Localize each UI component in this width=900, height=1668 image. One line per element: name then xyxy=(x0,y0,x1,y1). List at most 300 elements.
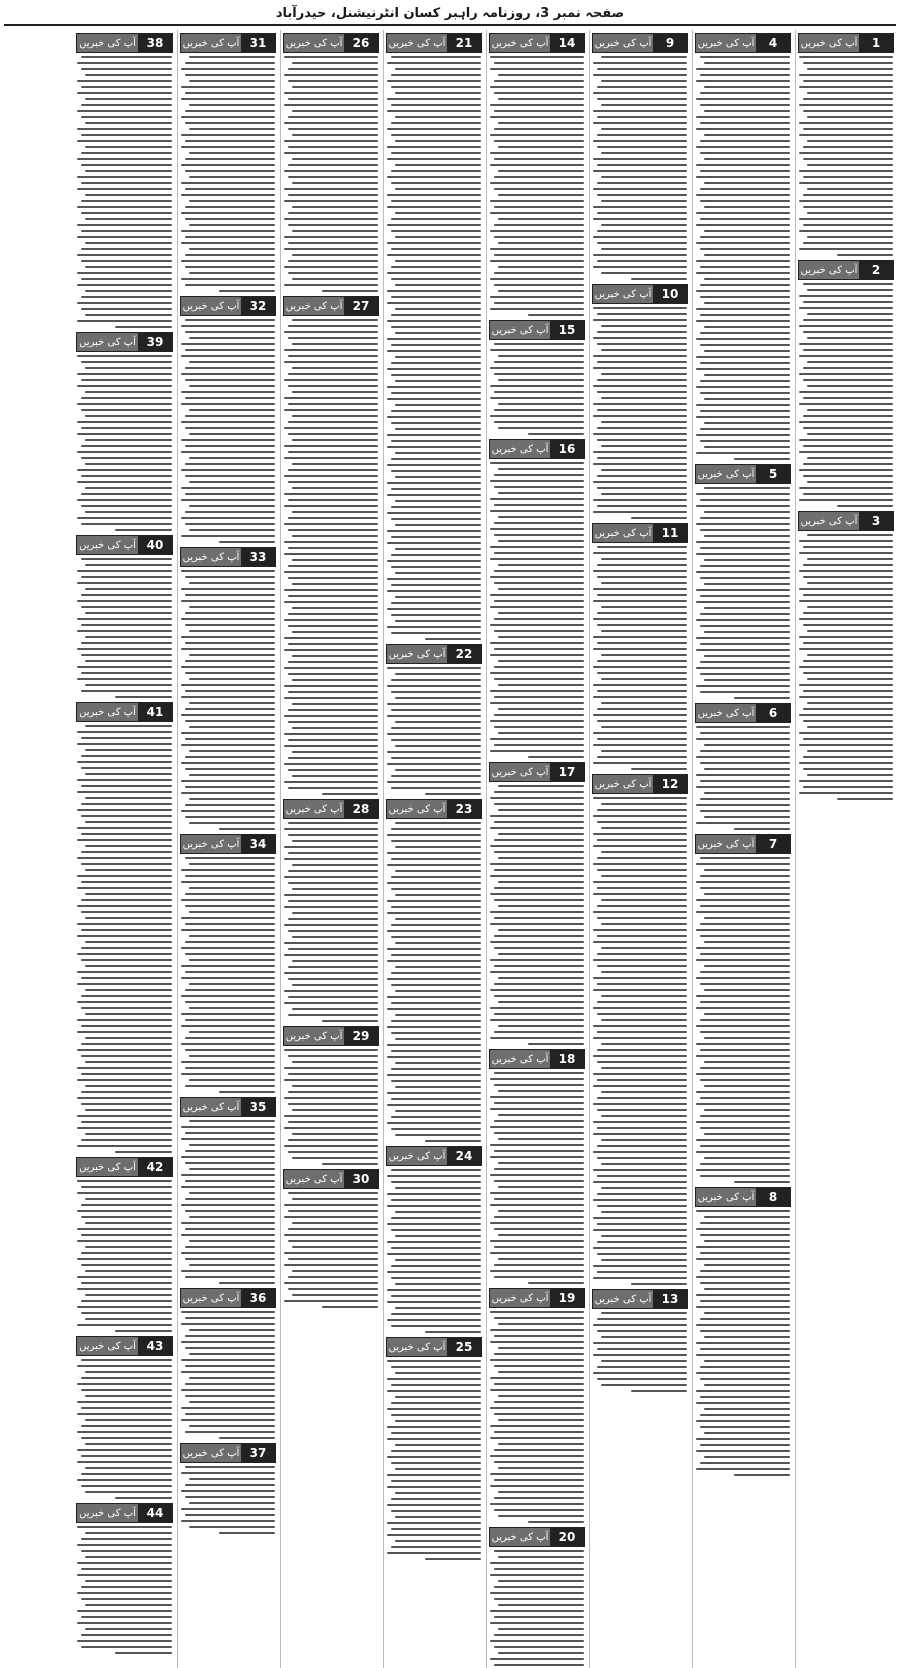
news-item-text xyxy=(695,1210,791,1476)
text-line xyxy=(494,1461,584,1463)
text-line xyxy=(696,164,790,166)
news-item-badge xyxy=(180,1288,276,1308)
text-line xyxy=(700,971,790,973)
text-line xyxy=(700,1097,790,1099)
news-item-number: 13 xyxy=(653,1290,687,1308)
text-line xyxy=(81,1216,172,1218)
text-line xyxy=(387,398,481,400)
news-item-badge xyxy=(180,1443,276,1463)
text-line xyxy=(696,1354,790,1356)
text-line xyxy=(803,283,893,285)
text-line xyxy=(395,745,481,747)
text-line xyxy=(704,893,790,895)
text-line xyxy=(288,224,378,226)
text-line xyxy=(803,128,893,130)
text-line xyxy=(601,200,687,202)
text-line xyxy=(597,1378,687,1380)
text-line xyxy=(425,1558,481,1560)
text-line xyxy=(601,325,687,327)
text-line xyxy=(387,852,481,854)
text-line xyxy=(803,176,893,178)
text-line xyxy=(181,1073,275,1075)
text-line xyxy=(81,1538,172,1540)
text-line xyxy=(292,487,378,489)
text-line xyxy=(284,942,378,944)
text-line xyxy=(391,248,481,250)
text-line xyxy=(700,750,790,752)
text-line xyxy=(494,1198,584,1200)
news-item-number: 26 xyxy=(344,34,378,52)
text-line xyxy=(185,122,275,124)
text-line xyxy=(284,152,378,154)
news-item-text xyxy=(180,857,276,1093)
text-line xyxy=(185,1413,275,1415)
text-line xyxy=(803,624,893,626)
text-line xyxy=(696,822,790,824)
text-line xyxy=(395,212,481,214)
text-line xyxy=(799,714,893,716)
text-line xyxy=(395,476,481,478)
news-item-label: آپ کی خبریں xyxy=(77,34,138,52)
text-line xyxy=(696,356,790,358)
text-line xyxy=(601,1115,687,1117)
text-line xyxy=(288,1240,378,1242)
text-line xyxy=(700,200,790,202)
text-line xyxy=(799,200,893,202)
text-line xyxy=(288,469,378,471)
text-line xyxy=(391,1402,481,1404)
text-line xyxy=(391,374,481,376)
text-line xyxy=(700,152,790,154)
text-line xyxy=(597,624,687,626)
news-item-text xyxy=(489,1311,585,1523)
text-line xyxy=(292,134,378,136)
text-line xyxy=(593,959,687,961)
text-line xyxy=(77,1228,172,1230)
text-line xyxy=(696,1390,790,1392)
text-line xyxy=(494,821,584,823)
text-line xyxy=(803,242,893,244)
news-item-badge xyxy=(180,33,276,53)
text-line xyxy=(77,971,172,973)
text-line xyxy=(85,1491,172,1493)
text-line xyxy=(77,1592,172,1594)
text-line xyxy=(601,1019,687,1021)
text-line xyxy=(700,691,790,693)
text-line xyxy=(696,1342,790,1344)
text-line xyxy=(704,917,790,919)
text-line xyxy=(391,458,481,460)
text-line xyxy=(498,1419,584,1421)
text-line xyxy=(593,636,687,638)
text-line xyxy=(490,738,584,740)
text-line xyxy=(288,1139,378,1141)
text-line xyxy=(700,218,790,220)
text-line xyxy=(700,428,790,430)
text-line xyxy=(181,68,275,70)
text-line xyxy=(185,857,275,859)
text-line xyxy=(494,839,584,841)
text-line xyxy=(395,92,481,94)
text-line xyxy=(292,1198,378,1200)
text-line xyxy=(181,98,275,100)
text-line xyxy=(189,337,275,339)
text-line xyxy=(284,188,378,190)
text-line xyxy=(807,188,893,190)
text-line xyxy=(494,302,584,304)
text-line xyxy=(593,863,687,865)
news-item-text xyxy=(283,1192,379,1308)
text-line xyxy=(81,1043,172,1045)
news-item-badge xyxy=(283,799,379,819)
text-line xyxy=(601,104,687,106)
text-line xyxy=(387,1319,481,1321)
news-item-badge xyxy=(386,33,482,53)
text-line xyxy=(494,128,584,130)
text-line xyxy=(189,1055,275,1057)
news-item-text xyxy=(386,667,482,795)
text-line xyxy=(85,869,172,871)
text-line xyxy=(696,899,790,901)
text-line xyxy=(601,1259,687,1261)
text-line xyxy=(189,1031,275,1033)
text-line xyxy=(77,618,172,620)
text-line xyxy=(704,1264,790,1266)
text-line xyxy=(494,869,584,871)
text-line xyxy=(391,757,481,759)
text-line xyxy=(387,1122,481,1124)
text-line xyxy=(85,1270,172,1272)
text-line xyxy=(81,397,172,399)
text-line xyxy=(189,1120,275,1122)
text-line xyxy=(799,469,893,471)
text-line xyxy=(288,882,378,884)
text-line xyxy=(597,116,687,118)
text-line xyxy=(387,434,481,436)
text-line xyxy=(696,80,790,82)
text-line xyxy=(696,1276,790,1278)
text-line xyxy=(77,236,172,238)
text-line xyxy=(292,1085,378,1087)
text-line xyxy=(597,1348,687,1350)
text-line xyxy=(494,791,584,793)
text-line xyxy=(593,218,687,220)
text-line xyxy=(597,857,687,859)
text-line xyxy=(700,762,790,764)
text-line xyxy=(601,923,687,925)
text-line xyxy=(807,140,893,142)
text-line xyxy=(189,1401,275,1403)
news-item-label: آپ کی خبریں xyxy=(387,800,447,818)
text-line xyxy=(288,499,378,501)
text-line xyxy=(494,1132,584,1134)
text-line xyxy=(284,828,378,830)
text-line xyxy=(593,433,687,435)
text-line xyxy=(597,612,687,614)
text-line xyxy=(700,92,790,94)
text-line xyxy=(391,1528,481,1530)
text-line xyxy=(85,1419,172,1421)
text-line xyxy=(490,1078,584,1080)
text-line xyxy=(387,781,481,783)
text-line xyxy=(288,757,378,759)
text-line xyxy=(490,911,584,913)
text-line xyxy=(498,170,584,172)
news-item-number: 19 xyxy=(550,1289,584,1307)
text-line xyxy=(597,917,687,919)
text-line xyxy=(799,230,893,232)
text-line xyxy=(85,74,172,76)
text-line xyxy=(593,845,687,847)
text-line xyxy=(391,727,481,729)
text-line xyxy=(799,636,893,638)
text-line xyxy=(597,1241,687,1243)
news-item-label: آپ کی خبریں xyxy=(181,297,241,315)
text-line xyxy=(185,576,275,578)
text-line xyxy=(181,899,275,901)
text-line xyxy=(189,606,275,608)
text-line xyxy=(494,1353,584,1355)
text-line xyxy=(284,104,378,106)
text-line xyxy=(696,1169,790,1171)
text-line xyxy=(696,1139,790,1141)
news-item-badge xyxy=(386,799,482,819)
text-line xyxy=(181,116,275,118)
news-item-text xyxy=(386,822,482,1142)
text-line xyxy=(292,631,378,633)
text-line xyxy=(181,242,275,244)
text-line xyxy=(734,697,790,699)
text-line xyxy=(77,1640,172,1642)
text-line xyxy=(387,512,481,514)
text-line xyxy=(498,660,584,662)
text-line xyxy=(292,984,378,986)
text-line xyxy=(498,1556,584,1558)
text-line xyxy=(593,666,687,668)
text-line xyxy=(391,1295,481,1297)
text-line xyxy=(700,1444,790,1446)
text-line xyxy=(593,1025,687,1027)
text-line xyxy=(803,463,893,465)
text-line xyxy=(391,134,481,136)
text-line xyxy=(189,678,275,680)
text-line xyxy=(490,212,584,214)
text-line xyxy=(597,905,687,907)
text-line xyxy=(77,1240,172,1242)
text-line xyxy=(696,320,790,322)
text-line xyxy=(490,642,584,644)
text-line xyxy=(696,649,790,651)
text-line xyxy=(292,1157,378,1159)
text-line xyxy=(85,965,172,967)
news-column xyxy=(383,30,482,1668)
text-line xyxy=(494,236,584,238)
text-line xyxy=(490,498,584,500)
text-line xyxy=(284,1115,378,1117)
text-line xyxy=(81,379,172,381)
text-line xyxy=(700,410,790,412)
text-line xyxy=(77,857,172,859)
text-line xyxy=(597,391,687,393)
text-line xyxy=(181,570,275,572)
text-line xyxy=(77,320,172,322)
text-line xyxy=(490,989,584,991)
news-item-number: 6 xyxy=(756,704,790,722)
text-line xyxy=(696,553,790,555)
text-line xyxy=(700,1079,790,1081)
text-line xyxy=(77,809,172,811)
text-line xyxy=(494,618,584,620)
text-line xyxy=(387,1486,481,1488)
news-item-label: آپ کی خبریں xyxy=(77,1504,138,1522)
text-line xyxy=(77,224,172,226)
text-line xyxy=(189,1353,275,1355)
text-line xyxy=(288,260,378,262)
text-line xyxy=(185,1067,275,1069)
news-item-text xyxy=(695,56,791,460)
text-line xyxy=(185,415,275,417)
text-line xyxy=(799,600,893,602)
text-line xyxy=(284,361,378,363)
news-item-text xyxy=(592,1312,688,1392)
text-line xyxy=(284,170,378,172)
text-line xyxy=(799,134,893,136)
text-line xyxy=(597,1097,687,1099)
text-line xyxy=(395,1283,481,1285)
text-line xyxy=(181,792,275,794)
text-line xyxy=(601,995,687,997)
text-line xyxy=(498,1258,584,1260)
text-line xyxy=(77,1031,172,1033)
text-line xyxy=(597,487,687,489)
text-line xyxy=(597,505,687,507)
text-line xyxy=(81,1550,172,1552)
text-line xyxy=(284,667,378,669)
news-item-number: 25 xyxy=(447,1338,481,1356)
text-line xyxy=(494,1479,584,1481)
news-item-label: آپ کی خبریں xyxy=(593,34,653,52)
text-line xyxy=(597,809,687,811)
text-line xyxy=(704,1157,790,1159)
news-item-number: 8 xyxy=(756,1188,790,1206)
text-line xyxy=(387,158,481,160)
text-line xyxy=(77,373,172,375)
news-item-text xyxy=(386,1169,482,1333)
text-line xyxy=(77,648,172,650)
text-line xyxy=(494,373,584,375)
text-line xyxy=(85,1318,172,1320)
text-line xyxy=(85,487,172,489)
text-line xyxy=(799,487,893,489)
text-line xyxy=(597,1318,687,1320)
news-item-text xyxy=(76,355,173,531)
text-line xyxy=(77,62,172,64)
text-line xyxy=(395,1187,481,1189)
text-line xyxy=(803,786,893,788)
text-line xyxy=(288,834,378,836)
text-line xyxy=(189,1168,275,1170)
text-line xyxy=(704,1216,790,1218)
text-line xyxy=(181,164,275,166)
text-line xyxy=(395,1372,481,1374)
text-line xyxy=(189,56,275,58)
text-line xyxy=(391,984,481,986)
text-line xyxy=(490,1389,584,1391)
text-line xyxy=(387,302,481,304)
text-line xyxy=(284,745,378,747)
news-item-text xyxy=(386,1360,482,1560)
text-line xyxy=(391,1366,481,1368)
news-columns xyxy=(4,30,896,1668)
text-line xyxy=(81,182,172,184)
text-line xyxy=(799,618,893,620)
text-line xyxy=(498,636,584,638)
text-line xyxy=(85,242,172,244)
text-line xyxy=(704,62,790,64)
text-line xyxy=(185,218,275,220)
text-line xyxy=(494,600,584,602)
text-line xyxy=(284,697,378,699)
text-line xyxy=(292,343,378,345)
text-line xyxy=(185,266,275,268)
text-line xyxy=(181,1156,275,1158)
news-item-number: 29 xyxy=(344,1027,378,1045)
text-line xyxy=(807,457,893,459)
text-line xyxy=(498,468,584,470)
text-line xyxy=(288,529,378,531)
text-line xyxy=(189,863,275,865)
text-line xyxy=(395,822,481,824)
text-line xyxy=(288,451,378,453)
text-line xyxy=(597,1330,687,1332)
text-line xyxy=(387,1223,481,1225)
text-line xyxy=(115,1330,172,1332)
text-line xyxy=(490,1174,584,1176)
text-line xyxy=(284,236,378,238)
text-line xyxy=(494,678,584,680)
text-line xyxy=(288,481,378,483)
text-line xyxy=(807,116,893,118)
text-line xyxy=(807,361,893,363)
text-line xyxy=(528,1282,584,1284)
text-line xyxy=(395,260,481,262)
news-item-number: 32 xyxy=(241,297,275,315)
text-line xyxy=(597,379,687,381)
news-item-text xyxy=(592,797,688,1285)
text-line xyxy=(85,773,172,775)
text-line xyxy=(181,535,275,537)
text-line xyxy=(185,989,275,991)
text-line xyxy=(181,1234,275,1236)
news-item-label: آپ کی خبریں xyxy=(77,333,138,351)
text-line xyxy=(185,523,275,525)
text-line xyxy=(696,1151,790,1153)
text-line xyxy=(77,1306,172,1308)
text-line xyxy=(288,1091,378,1093)
text-line xyxy=(85,989,172,991)
text-line xyxy=(387,1534,481,1536)
text-line xyxy=(704,326,790,328)
text-line xyxy=(181,517,275,519)
text-line xyxy=(593,463,687,465)
text-line xyxy=(601,558,687,560)
text-line xyxy=(696,146,790,148)
text-line xyxy=(288,661,378,663)
text-line xyxy=(185,331,275,333)
text-line xyxy=(185,1258,275,1260)
text-line xyxy=(284,284,378,286)
news-column xyxy=(692,30,791,1668)
